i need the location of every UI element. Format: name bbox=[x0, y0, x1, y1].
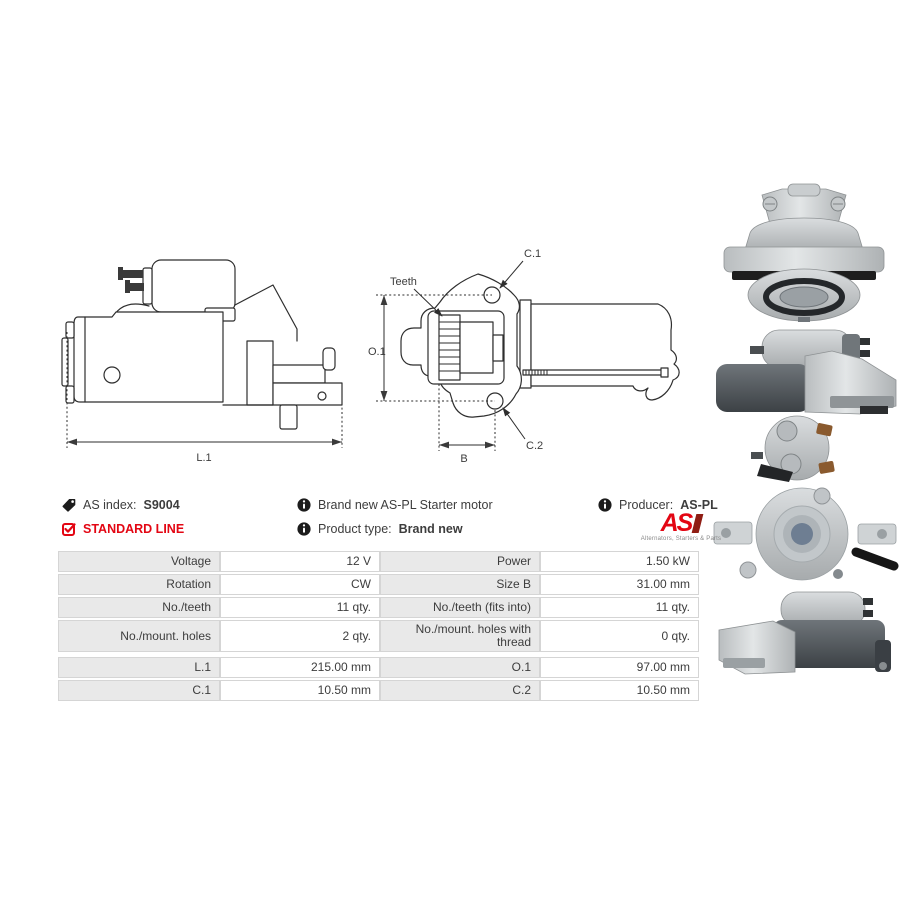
product-line-badge bbox=[62, 521, 184, 537]
technical-drawing-side-view bbox=[52, 250, 352, 470]
product-description bbox=[297, 497, 493, 513]
drawing-motor-body bbox=[74, 312, 223, 402]
spec-label: L.1 bbox=[58, 657, 220, 678]
spec-value: 11 qty. bbox=[220, 597, 380, 618]
checkbox-checked-icon bbox=[62, 522, 76, 536]
table-row bbox=[58, 620, 699, 652]
dimension-l1-label: L.1 bbox=[196, 452, 212, 464]
product-type bbox=[297, 521, 463, 537]
spec-label: C.2 bbox=[380, 680, 540, 701]
photo-starter-solenoid-end bbox=[735, 414, 865, 484]
label-c2 bbox=[503, 408, 543, 452]
drawing-terminal-studs bbox=[118, 267, 144, 293]
spec-value: 2 qty. bbox=[220, 620, 380, 652]
spec-label: Rotation bbox=[58, 574, 220, 595]
spec-label: No./teeth (fits into) bbox=[380, 597, 540, 618]
spec-label: No./teeth bbox=[58, 597, 220, 618]
photo-starter-mount-face bbox=[710, 486, 900, 586]
spec-value: 97.00 mm bbox=[540, 657, 699, 678]
table-row bbox=[58, 551, 699, 572]
photo-starter-top-view bbox=[712, 183, 897, 323]
spec-value: 11 qty. bbox=[540, 597, 699, 618]
drawing-pinion-gear bbox=[428, 311, 504, 384]
spec-value: 215.00 mm bbox=[220, 657, 380, 678]
spec-value: 12 V bbox=[220, 551, 380, 572]
standard-line-label: STANDARD LINE bbox=[83, 522, 185, 536]
tag-icon bbox=[62, 498, 76, 512]
spec-value: 1.50 kW bbox=[540, 551, 699, 572]
info-icon bbox=[297, 522, 311, 536]
spec-label: Power bbox=[380, 551, 540, 572]
index-label: AS index: bbox=[83, 498, 137, 512]
svg-text:C.2: C.2 bbox=[526, 440, 544, 452]
info-icon bbox=[297, 498, 311, 512]
table-row bbox=[58, 680, 699, 701]
description-text: Brand new AS-PL Starter motor bbox=[318, 498, 493, 512]
drawing-motor-cylinder bbox=[520, 300, 679, 400]
index-value: S9004 bbox=[143, 498, 180, 512]
drawing-solenoid bbox=[152, 260, 235, 312]
info-icon bbox=[598, 498, 612, 512]
table-row bbox=[58, 657, 699, 678]
photo-starter-angled-view bbox=[715, 588, 895, 676]
svg-text:C.1: C.1 bbox=[524, 248, 542, 260]
spec-value: 31.00 mm bbox=[540, 574, 699, 595]
spec-label: C.1 bbox=[58, 680, 220, 701]
type-value: Brand new bbox=[398, 522, 463, 536]
spec-value: 10.50 mm bbox=[540, 680, 699, 701]
producer-value: AS-PL bbox=[680, 498, 718, 512]
product-index bbox=[62, 497, 180, 513]
spec-label: O.1 bbox=[380, 657, 540, 678]
spec-label: No./mount. holes bbox=[58, 620, 220, 652]
producer-label: Producer: bbox=[619, 498, 674, 512]
photo-starter-side-view bbox=[710, 326, 900, 418]
dimension-o1-label: O.1 bbox=[368, 346, 386, 358]
spec-value: CW bbox=[220, 574, 380, 595]
dimension-b-label: B bbox=[460, 453, 468, 465]
technical-drawing-front-view bbox=[368, 238, 698, 473]
logo-text: AS bbox=[660, 508, 692, 537]
spec-table bbox=[58, 551, 699, 703]
spec-label: No./mount. holes with thread bbox=[380, 620, 540, 652]
type-label: Product type: bbox=[318, 522, 392, 536]
as-pl-logo bbox=[640, 510, 722, 542]
spec-value: 0 qty. bbox=[540, 620, 699, 652]
label-c1 bbox=[500, 248, 541, 288]
table-row bbox=[58, 574, 699, 595]
spec-label: Size B bbox=[380, 574, 540, 595]
spec-value: 10.50 mm bbox=[220, 680, 380, 701]
table-row bbox=[58, 597, 699, 618]
spec-label: Voltage bbox=[58, 551, 220, 572]
logo-bar bbox=[692, 514, 704, 533]
logo-tagline: Alternators, Starters & Parts bbox=[640, 536, 722, 542]
svg-text:Teeth: Teeth bbox=[390, 276, 417, 288]
